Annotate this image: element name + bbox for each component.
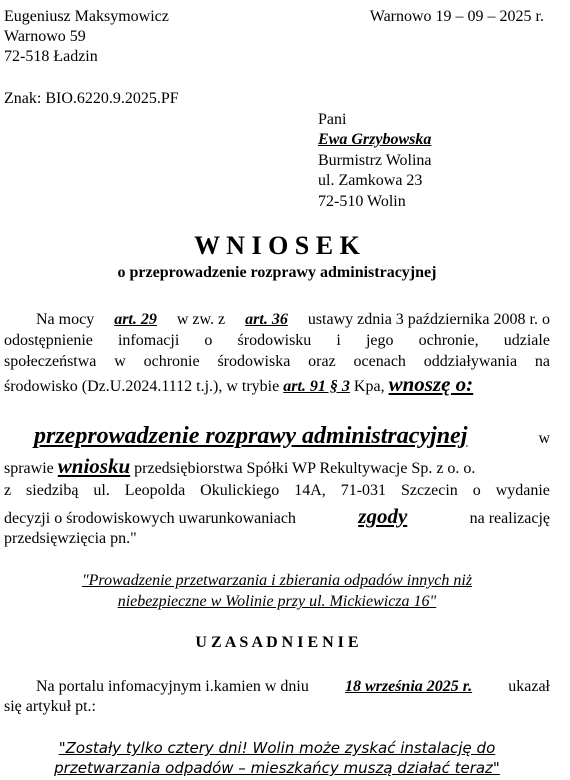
para2-line4 <box>4 506 550 529</box>
article-91-ref: art. 91 § 3 <box>283 378 350 395</box>
wniosku-word: wniosku <box>57 454 131 478</box>
text-fragment: Szczecin <box>400 482 458 499</box>
justification-line2: się artykuł pt.: <box>4 698 96 715</box>
justification-line1 <box>36 676 550 697</box>
text-fragment: decyzji o środowiskowych uwarunkowaniach <box>4 510 296 527</box>
text-fragment: środowiska <box>217 353 291 370</box>
text-fragment: siedzibą <box>26 482 79 499</box>
recipient-city: 72-510 Wolin <box>318 193 406 210</box>
text-fragment: na <box>534 353 550 370</box>
justification-heading: U Z A S A D N I E N I E <box>195 634 359 651</box>
text-fragment: z <box>4 482 12 499</box>
place-date: Warnowo 19 – 09 – 2025 r. <box>369 8 544 25</box>
para1-line1 <box>36 309 550 330</box>
text-fragment: sprawie <box>4 460 54 477</box>
text-fragment: udziale <box>503 332 550 349</box>
article-29-ref: art. 29 <box>114 311 157 328</box>
text-fragment: Na portalu infomacyjnym i.kamien w dniu <box>36 678 309 695</box>
text-fragment: ocenach <box>353 353 406 370</box>
para2-line2 <box>4 456 475 479</box>
para2-line3 <box>4 480 550 501</box>
text-fragment: w zw. z <box>176 311 226 328</box>
article-36-ref: art. 36 <box>245 311 288 328</box>
text-fragment: odostępnienie <box>4 332 93 349</box>
recipient-salutation: Pani <box>318 111 347 128</box>
text-fragment: o <box>472 482 481 499</box>
text-fragment: środowisku <box>237 332 312 349</box>
project-quote-line2: niebezpieczne w Wolinie przy ul. Mickiewicza 16" <box>117 593 437 610</box>
text-fragment: ustawy zdnia 3 października 2008 r. o <box>307 311 550 328</box>
zgody-word: zgody <box>358 504 408 528</box>
recipient-name: Ewa Grzybowska <box>318 131 432 148</box>
text-fragment: Na mocy <box>36 311 95 328</box>
text-fragment: i <box>336 332 341 349</box>
text-fragment: ukazał <box>508 678 550 695</box>
text-fragment: w <box>538 430 550 447</box>
text-fragment: oddziaływania <box>423 353 518 370</box>
recipient-title: Burmistrz Wolina <box>318 152 432 169</box>
text-fragment: w <box>114 353 126 370</box>
text-fragment: społeczeństwa <box>4 353 97 370</box>
request-phrase: wnoszę o: <box>388 372 474 396</box>
text-fragment: środowisko (Dz.U.2024.1112 t.j.), w trybie <box>4 378 280 395</box>
text-fragment: Kpa, <box>353 378 385 395</box>
text-fragment: oraz <box>308 353 336 370</box>
sender-city: 72-518 Ładzin <box>4 48 98 65</box>
reference-number: Znak: BIO.6220.9.2025.PF <box>4 90 179 107</box>
text-fragment: przedsiębiorstwa Spółki WP Rekultywacje Sp. z o. o. <box>134 460 476 477</box>
text-fragment: Okulickiego <box>200 482 280 499</box>
sender-name: Eugeniusz Maksymowicz <box>4 8 169 25</box>
project-quote-line1: "Prowadzenie przetwarzania i zbierania odpadów innych niż <box>81 572 473 589</box>
text-fragment: wydanie <box>495 482 550 499</box>
article-date: 18 września 2025 r. <box>344 678 473 695</box>
text-fragment: infomacji <box>117 332 180 349</box>
text-fragment: jego <box>365 332 394 349</box>
text-fragment: o <box>204 332 213 349</box>
document-title: W N I O S E K <box>194 231 360 260</box>
para2-headline <box>34 422 550 450</box>
document-subtitle: o przeprowadzenie rozprawy administracyjnej <box>117 264 437 281</box>
text-fragment: ochronie, <box>418 332 479 349</box>
sender-street: Warnowo 59 <box>4 28 86 45</box>
text-fragment: 14A, <box>294 482 326 499</box>
text-fragment: ul. <box>93 482 110 499</box>
headline-request: przeprowadzenie rozprawy administracyjnej <box>34 423 468 449</box>
article-quote-line1: "Zostały tylko cztery dni! Wolin może zyskać instalację do <box>58 739 496 757</box>
text-fragment: 71-031 <box>340 482 387 499</box>
para1-line2 <box>4 330 550 351</box>
text-fragment: Leopolda <box>124 482 186 499</box>
text-fragment: ochronie <box>143 353 200 370</box>
recipient-street: ul. Zamkowa 23 <box>318 172 423 189</box>
para2-line5: przedsięwzięcia pn." <box>4 530 137 547</box>
para1-line3 <box>4 351 550 372</box>
article-quote-line2: przetwarzania odpadów – mieszkańcy muszą działać teraz" <box>54 759 500 777</box>
para1-line4 <box>4 374 473 397</box>
text-fragment: na realizację <box>469 510 550 527</box>
